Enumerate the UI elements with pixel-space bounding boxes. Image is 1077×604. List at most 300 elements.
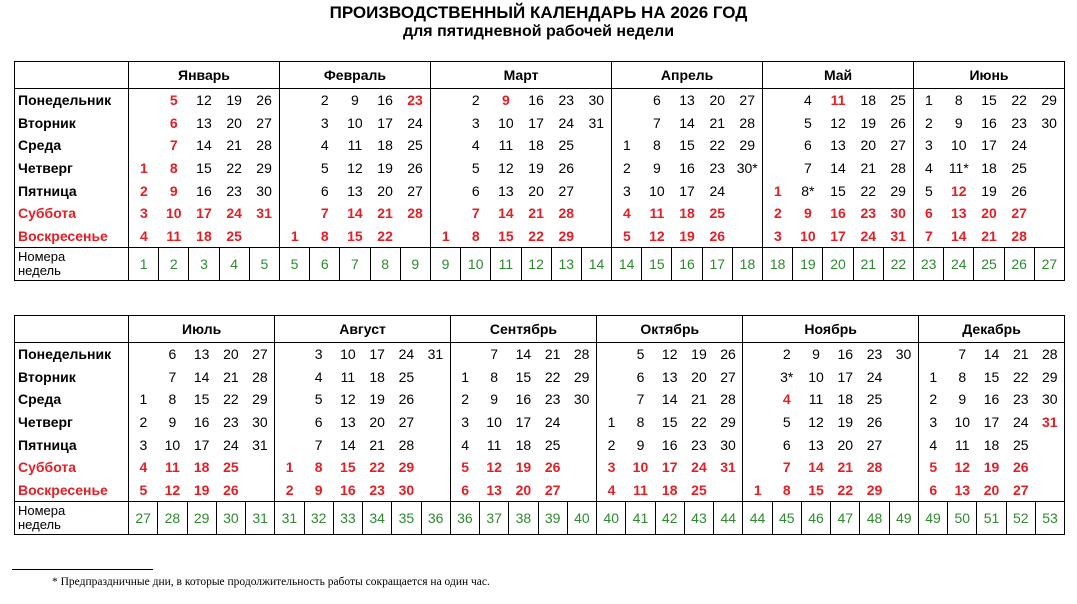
empty-cell — [279, 202, 309, 225]
day-row — [15, 112, 1065, 135]
day-cell: 12 — [347, 160, 363, 177]
empty-cell — [421, 456, 450, 479]
day-cell: 23 — [691, 436, 707, 453]
month-name: Октябрь — [597, 316, 743, 343]
day-cell: 11 — [347, 137, 363, 154]
empty-cell — [732, 202, 762, 225]
week-number: 9 — [400, 248, 430, 281]
day-cell: 2 — [914, 112, 944, 135]
day-cell: 25 — [558, 137, 575, 154]
week-number: 38 — [509, 502, 538, 535]
day-cell: 22 — [223, 391, 239, 408]
day-cell: 16 — [528, 92, 544, 109]
day-cell: 21 — [226, 137, 242, 154]
day-cell: 25 — [1012, 436, 1029, 453]
day-cell: 20 — [226, 114, 242, 131]
day-cell: 1 — [743, 479, 772, 502]
empty-cell — [1034, 225, 1064, 248]
day-cell: 6 — [314, 414, 323, 431]
day-cell: 10 — [486, 414, 502, 431]
week-number: 21 — [853, 248, 883, 281]
month-name: Май — [763, 62, 914, 89]
day-cell: 4 — [471, 137, 480, 154]
week-number: 25 — [974, 248, 1004, 281]
day-cell: 24 — [407, 114, 423, 131]
day-cell: 5 — [914, 179, 944, 202]
day-row — [15, 411, 1065, 434]
day-cell: 14 — [498, 205, 514, 222]
week-number: 40 — [597, 502, 626, 535]
day-cell: 10 — [632, 459, 649, 476]
day-cell: 30 — [252, 414, 268, 431]
day-cell: 17 — [377, 114, 393, 131]
day-cell: 22 — [369, 459, 385, 476]
day-cell: 20 — [515, 481, 532, 498]
day-cell: 31 — [252, 436, 268, 453]
day-cell: 3 — [314, 346, 323, 363]
month-name: Июль — [129, 316, 275, 343]
day-cell: 3 — [612, 179, 642, 202]
day-cell: 8 — [954, 92, 963, 109]
empty-cell — [743, 388, 772, 411]
day-cell: 12 — [951, 182, 967, 199]
day-cell: 27 — [1011, 205, 1027, 222]
empty-cell — [275, 343, 304, 366]
day-cell: 23 — [709, 160, 726, 177]
empty-cell — [763, 112, 793, 135]
week-number: 18 — [763, 248, 793, 281]
day-cell: 1 — [430, 225, 460, 248]
empty-cell — [129, 134, 159, 157]
day-cell: 12 — [164, 481, 181, 498]
empty-cell — [581, 179, 611, 202]
day-cell: 28 — [573, 346, 590, 363]
day-cell: 16 — [196, 182, 212, 199]
day-cell: 26 — [1012, 459, 1029, 476]
day-cell: 12 — [954, 459, 971, 476]
day-cell: 13 — [340, 414, 356, 431]
day-cell: 14 — [951, 227, 967, 244]
day-cell: 31 — [1041, 414, 1058, 431]
day-cell: 12 — [808, 414, 824, 431]
day-cell: 11 — [166, 227, 182, 244]
empty-cell — [279, 179, 309, 202]
day-cell: 11 — [164, 459, 180, 476]
day-cell: 30 — [890, 205, 906, 222]
day-cell: 28 — [890, 160, 906, 177]
week-number: 14 — [581, 248, 611, 281]
week-number: 16 — [672, 248, 702, 281]
day-cell: 31 — [256, 205, 272, 222]
day-cell: 14 — [347, 205, 363, 222]
empty-cell — [612, 89, 642, 112]
day-cell: 18 — [837, 391, 854, 408]
empty-cell — [246, 456, 275, 479]
day-cell: 17 — [981, 137, 997, 154]
day-label: Понедельник — [18, 92, 112, 109]
week-number: 24 — [944, 248, 974, 281]
empty-cell — [743, 456, 772, 479]
day-cell: 24 — [544, 414, 561, 431]
day-cell: 2 — [597, 433, 626, 456]
week-number: 22 — [883, 248, 913, 281]
day-cell: 17 — [369, 346, 385, 363]
day-cell: 15 — [981, 92, 997, 109]
empty-cell — [421, 388, 450, 411]
day-cell: 20 — [860, 137, 877, 154]
day-cell: 27 — [558, 182, 575, 199]
empty-cell — [129, 366, 158, 389]
week-number: 31 — [275, 502, 304, 535]
empty-cell — [129, 343, 158, 366]
week-number: 50 — [948, 502, 977, 535]
day-cell: 10 — [164, 436, 181, 453]
header-corner — [15, 62, 129, 89]
day-cell: 18 — [983, 436, 1000, 453]
week-number: 42 — [655, 502, 684, 535]
day-cell: 21 — [223, 368, 239, 385]
day-cell: 23 — [1012, 391, 1029, 408]
day-cell: 19 — [528, 160, 544, 177]
empty-cell — [743, 366, 772, 389]
day-cell: 2 — [129, 179, 159, 202]
day-cell: 26 — [709, 227, 726, 244]
empty-cell — [581, 157, 611, 180]
day-cell: 13 — [196, 114, 212, 131]
empty-cell — [597, 343, 626, 366]
day-cell: 2 — [320, 92, 329, 109]
day-cell: 7 — [914, 225, 944, 248]
day-cell: 17 — [830, 227, 846, 244]
day-cell: 11 — [498, 137, 514, 154]
day-cell: 11 — [955, 436, 970, 453]
day-cell: 1 — [450, 366, 479, 389]
day-cell: 19 — [226, 92, 242, 109]
day-cell: 14 — [830, 160, 846, 177]
day-label: Суббота — [18, 459, 77, 476]
day-cell: 26 — [407, 160, 423, 177]
day-cell: 8 — [782, 481, 791, 498]
empty-cell — [567, 411, 596, 434]
empty-cell — [430, 179, 460, 202]
empty-cell — [400, 225, 430, 248]
empty-cell — [612, 112, 642, 135]
day-cell: 8 — [652, 137, 661, 154]
empty-cell — [1035, 433, 1064, 456]
day-cell: 24 — [1012, 414, 1029, 431]
day-cell: 7 — [652, 114, 661, 131]
empty-cell — [129, 112, 159, 135]
day-cell: 23 — [407, 92, 423, 109]
day-cell: 2 — [450, 388, 479, 411]
week-number: 17 — [702, 248, 732, 281]
day-label: Пятница — [18, 436, 77, 453]
day-cell: 19 — [377, 160, 393, 177]
day-cell: 15 — [515, 368, 532, 385]
calendar-second-half — [14, 315, 1065, 535]
day-cell: 7 — [636, 391, 645, 408]
day-label: Среда — [18, 137, 62, 154]
week-number: 49 — [918, 502, 947, 535]
day-cell: 14 — [679, 114, 695, 131]
header-corner — [15, 316, 129, 343]
day-cell: 28 — [558, 205, 575, 222]
day-cell: 20 — [837, 436, 854, 453]
empty-cell — [743, 433, 772, 456]
day-cell: 24 — [691, 459, 707, 476]
empty-cell — [1035, 456, 1064, 479]
day-cell: 20 — [528, 182, 544, 199]
empty-cell — [763, 89, 793, 112]
day-cell: 6 — [803, 137, 812, 154]
day-cell: 3 — [597, 456, 626, 479]
day-cell: 26 — [558, 160, 575, 177]
day-cell: 11 — [808, 391, 824, 408]
day-cell: 27 — [866, 436, 883, 453]
empty-cell — [279, 157, 309, 180]
empty-cell — [889, 411, 918, 434]
day-cell: 10 — [498, 114, 514, 131]
day-cell: 17 — [983, 414, 1000, 431]
empty-cell — [450, 343, 479, 366]
empty-cell — [743, 343, 772, 366]
empty-cell — [714, 479, 743, 502]
empty-cell — [889, 388, 918, 411]
day-cell: 6 — [168, 346, 177, 363]
day-cell: 26 — [544, 459, 561, 476]
day-cell: 29 — [252, 391, 268, 408]
week-number: 3 — [189, 248, 219, 281]
day-cell: 30 — [256, 182, 272, 199]
day-cell: 28 — [407, 205, 423, 222]
empty-cell — [581, 225, 611, 248]
day-cell: 29 — [1041, 92, 1057, 109]
day-cell: 4 — [320, 137, 329, 154]
empty-cell — [743, 411, 772, 434]
empty-cell — [597, 388, 626, 411]
month-header-row — [15, 316, 1065, 343]
week-number: 35 — [392, 502, 421, 535]
empty-cell — [889, 479, 918, 502]
day-cell: 1 — [914, 89, 944, 112]
day-cell: 27 — [252, 346, 268, 363]
day-cell: 26 — [890, 114, 906, 131]
day-cell: 9 — [803, 205, 812, 222]
day-cell: 24 — [1011, 137, 1027, 154]
day-cell: 1 — [279, 225, 309, 248]
empty-cell — [889, 456, 918, 479]
day-cell: 22 — [1012, 368, 1029, 385]
empty-cell — [763, 157, 793, 180]
day-cell: 5 — [612, 225, 642, 248]
day-cell: 1 — [129, 157, 159, 180]
page-title: ПРОИЗВОДСТВЕННЫЙ КАЛЕНДАРЬ НА 2026 ГОД — [329, 3, 748, 22]
day-cell: 19 — [981, 182, 997, 199]
day-cell: 13 — [347, 182, 363, 199]
day-cell: 13 — [498, 182, 514, 199]
day-cell: 3 — [763, 225, 793, 248]
day-cell: 26 — [866, 414, 883, 431]
day-cell: 8 — [169, 160, 178, 177]
day-cell: 11 — [340, 368, 356, 385]
day-cell: 9 — [636, 436, 645, 453]
day-cell: 7 — [169, 137, 178, 154]
month-header-row — [15, 62, 1065, 89]
week-number: 48 — [860, 502, 889, 535]
day-cell: 22 — [837, 481, 854, 498]
day-cell: 26 — [398, 391, 415, 408]
day-cell: 13 — [951, 205, 967, 222]
day-cell: 14 — [661, 391, 678, 408]
day-cell: 19 — [193, 481, 210, 498]
day-cell: 29 — [558, 227, 575, 244]
week-number: 26 — [1004, 248, 1034, 281]
day-cell: 22 — [377, 227, 393, 244]
day-row — [15, 343, 1065, 366]
week-number: 32 — [304, 502, 333, 535]
day-cell: 19 — [691, 346, 707, 363]
day-cell: 21 — [709, 114, 726, 131]
day-cell: 4 — [314, 368, 323, 385]
day-cell: 17 — [515, 414, 532, 431]
week-number: 45 — [772, 502, 801, 535]
day-cell: 3 — [471, 114, 480, 131]
empty-cell — [421, 479, 450, 502]
day-cell: 18 — [377, 137, 393, 154]
day-cell: 15 — [347, 227, 363, 244]
day-cell: 21 — [528, 205, 544, 222]
day-cell: 10 — [800, 227, 816, 244]
day-cell: 16 — [193, 414, 210, 431]
day-cell: 5 — [450, 456, 479, 479]
week-numbers-label: Номера недель — [15, 248, 129, 281]
week-number: 4 — [219, 248, 249, 281]
week-number: 29 — [187, 502, 216, 535]
empty-cell — [275, 388, 304, 411]
week-number: 36 — [450, 502, 479, 535]
day-cell: 4 — [129, 456, 158, 479]
day-label: Четверг — [18, 414, 73, 431]
day-cell: 17 — [837, 368, 854, 385]
day-cell: 12 — [830, 114, 846, 131]
day-cell: 19 — [369, 391, 385, 408]
week-number: 37 — [480, 502, 509, 535]
day-cell: 13 — [954, 481, 971, 498]
day-cell: 31 — [720, 459, 736, 476]
day-cell: 20 — [377, 182, 393, 199]
day-cell: 9 — [314, 481, 323, 498]
day-cell: 22 — [226, 160, 242, 177]
week-number: 18 — [732, 248, 762, 281]
day-cell: 29 — [256, 160, 272, 177]
week-number: 27 — [1034, 248, 1064, 281]
month-name: Январь — [129, 62, 280, 89]
day-cell: 2 — [763, 202, 793, 225]
day-cell: 19 — [515, 459, 532, 476]
day-cell: 19 — [679, 227, 695, 244]
day-cell: 9 — [958, 391, 967, 408]
empty-cell — [275, 433, 304, 456]
day-cell: 2 — [471, 92, 480, 109]
day-cell: 3 — [320, 114, 329, 131]
day-cell: 15 — [193, 391, 210, 408]
week-number: 30 — [216, 502, 245, 535]
day-cell: 16 — [983, 391, 1000, 408]
day-cell: 15 — [983, 368, 1000, 385]
day-cell: 25 — [223, 459, 239, 476]
week-numbers-row — [15, 248, 1065, 281]
day-row — [15, 179, 1065, 202]
day-cell: 20 — [983, 481, 1000, 498]
day-cell: 17 — [528, 114, 544, 131]
month-name: Март — [430, 62, 611, 89]
week-number: 28 — [158, 502, 187, 535]
day-row — [15, 225, 1065, 248]
day-cell: 30 — [895, 346, 912, 363]
day-row — [15, 202, 1065, 225]
day-cell: 1 — [763, 179, 793, 202]
week-number: 53 — [1035, 502, 1064, 535]
week-number: 27 — [129, 502, 158, 535]
day-cell: 27 — [1012, 481, 1029, 498]
empty-cell — [1034, 157, 1064, 180]
week-number: 14 — [612, 248, 642, 281]
day-cell: 10 — [165, 205, 182, 222]
day-cell: 21 — [837, 459, 854, 476]
day-cell: 30 — [720, 436, 736, 453]
day-cell: 30* — [736, 160, 758, 177]
day-cell: 25 — [866, 391, 883, 408]
day-cell: 27 — [256, 114, 272, 131]
day-cell: 7 — [168, 368, 177, 385]
day-cell: 5 — [471, 160, 480, 177]
day-cell: 3 — [450, 411, 479, 434]
day-cell: 8 — [168, 391, 177, 408]
day-cell: 5 — [129, 479, 158, 502]
day-cell: 20 — [691, 368, 707, 385]
day-cell: 29 — [573, 368, 590, 385]
week-number: 43 — [684, 502, 713, 535]
empty-cell — [1034, 179, 1064, 202]
day-cell: 9 — [954, 114, 963, 131]
day-cell: 13 — [486, 481, 502, 498]
day-cell: 9 — [169, 182, 178, 199]
day-cell: 13 — [661, 368, 678, 385]
day-cell: 23 — [544, 391, 561, 408]
day-cell: 22 — [528, 227, 544, 244]
day-cell: 13 — [679, 92, 695, 109]
day-cell: 26 — [223, 481, 239, 498]
day-cell: 18 — [196, 227, 212, 244]
day-cell: 4 — [782, 391, 791, 408]
day-cell: 4 — [129, 225, 159, 248]
day-cell: 4 — [918, 433, 947, 456]
week-number: 47 — [831, 502, 860, 535]
empty-cell — [430, 134, 460, 157]
week-number: 12 — [521, 248, 551, 281]
day-cell: 1 — [597, 411, 626, 434]
week-number: 49 — [889, 502, 918, 535]
day-cell: 19 — [860, 114, 877, 131]
empty-cell — [567, 479, 596, 502]
day-cell: 23 — [223, 414, 239, 431]
day-cell: 31 — [427, 346, 444, 363]
day-cell: 18 — [981, 160, 997, 177]
day-cell: 24 — [226, 205, 242, 222]
day-cell: 23 — [1011, 114, 1027, 131]
day-row — [15, 388, 1065, 411]
empty-cell — [1034, 134, 1064, 157]
